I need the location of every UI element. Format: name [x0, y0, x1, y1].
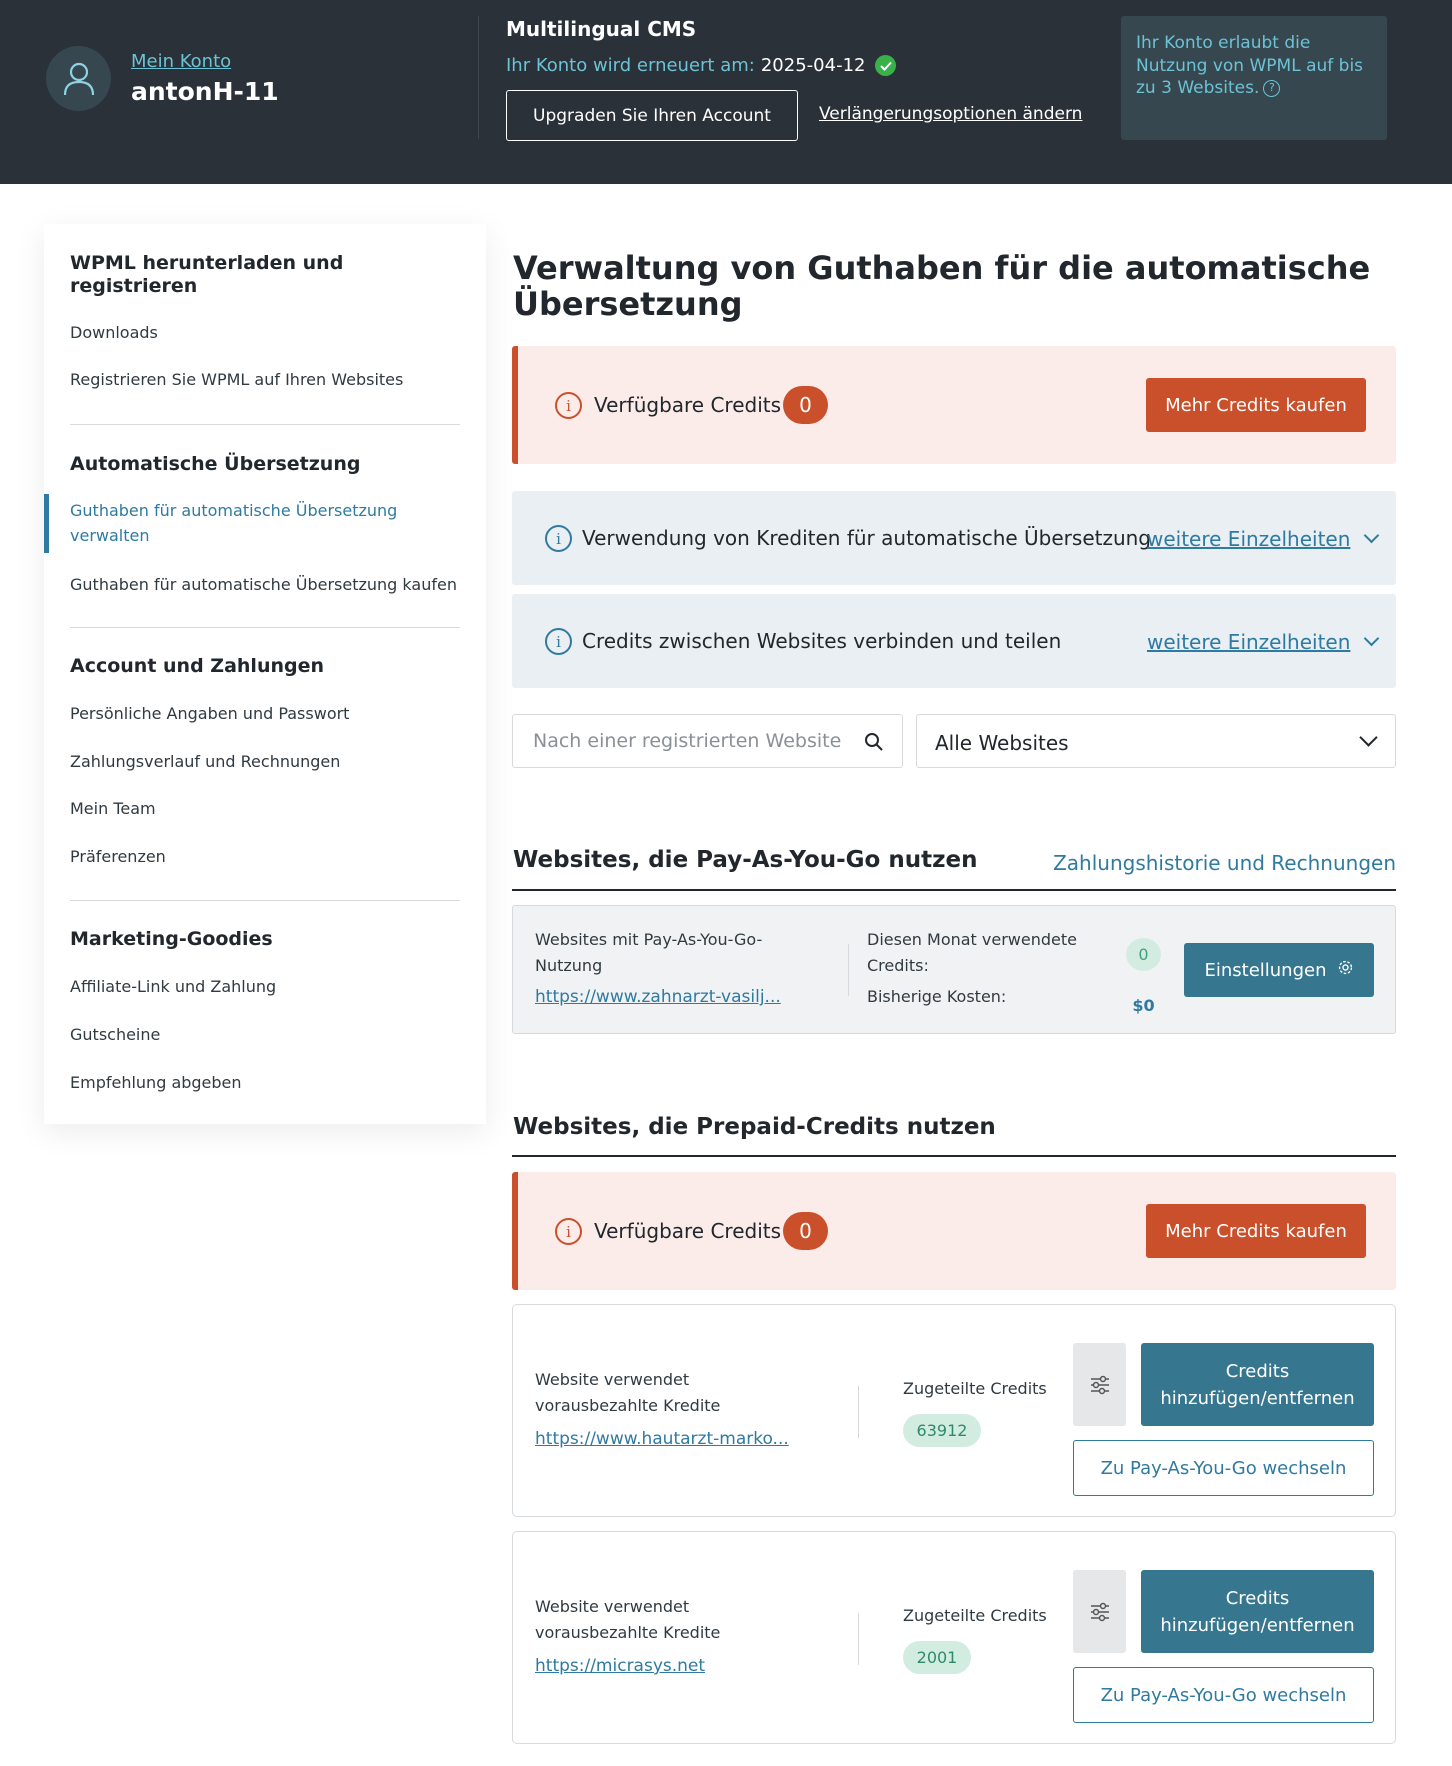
info-icon: i [545, 628, 572, 655]
settings-label[interactable]: Einstellungen [1204, 959, 1327, 981]
cost-label: Bisherige Kosten: [867, 987, 1007, 1006]
site-filter-select[interactable] [916, 714, 1396, 768]
available-credits-count: 0 [783, 1212, 828, 1250]
gear-icon[interactable] [1337, 959, 1354, 981]
payg-site-label: Websites mit Pay-As-You-Go-Nutzung [535, 930, 763, 975]
more-details-link[interactable] [1147, 630, 1377, 654]
account-limit-text: Ihr Konto erlaubt die Nutzung von WPML auf bis zu 3 Websites. [1136, 33, 1364, 98]
sliders-icon[interactable] [1073, 1343, 1126, 1426]
renewal-info [506, 55, 896, 76]
chevron-down-icon[interactable] [1359, 728, 1377, 746]
prepaid-credits-alert [512, 1172, 1396, 1290]
sidebar-heading-account: Account und Zahlungen [70, 655, 325, 677]
search-icon[interactable] [864, 732, 884, 756]
allocated-credits-value: 63912 [903, 1414, 981, 1447]
header-divider [478, 16, 479, 139]
renewal-date: 2025-04-12 [760, 55, 866, 76]
payg-site-url[interactable]: https://www.zahnarzt-vasilj... [535, 987, 781, 1007]
credits-sharing-info [512, 594, 1396, 688]
settings-button[interactable] [1184, 943, 1374, 997]
sidebar-item-downloads[interactable]: Downloads [70, 323, 158, 342]
sidebar-nav [44, 224, 486, 1124]
more-details-label[interactable]: weitere Einzelheiten [1147, 527, 1351, 551]
account-header [0, 0, 1452, 184]
info-icon: i [545, 525, 572, 552]
prepaid-site-card [512, 1531, 1396, 1744]
site-filter-value[interactable]: Alle Websites [935, 731, 1069, 755]
buy-more-credits-button[interactable]: Mehr Credits kaufen [1146, 1204, 1366, 1258]
available-credits-count: 0 [783, 386, 828, 424]
buy-more-credits-button[interactable]: Mehr Credits kaufen [1146, 378, 1366, 432]
user-avatar-icon [46, 46, 111, 111]
renewal-label: Ihr Konto wird erneuert am: [506, 55, 755, 76]
available-credits-alert [512, 346, 1396, 464]
help-icon[interactable]: ? [1263, 80, 1280, 97]
check-icon [875, 55, 896, 76]
sliders-icon[interactable] [1073, 1570, 1126, 1653]
switch-to-payg-button[interactable]: Zu Pay-As-You-Go wechseln [1073, 1667, 1374, 1723]
sidebar-item-preferences[interactable]: Präferenzen [70, 847, 166, 866]
allocated-credits-label: Zugeteilte Credits [903, 1379, 1047, 1398]
sidebar-item-coupons[interactable]: Gutscheine [70, 1025, 161, 1044]
prepaid-site-label: Website verwendet vorausbezahlte Kredite [535, 1597, 721, 1642]
add-remove-credits-button[interactable]: Credits hinzufügen/entfernen [1141, 1570, 1374, 1653]
available-credits-label: Verfügbare Credits [594, 393, 782, 417]
sidebar-item-recommend[interactable]: Empfehlung abgeben [70, 1073, 242, 1092]
add-remove-credits-button[interactable]: Credits hinzufügen/entfernen [1141, 1343, 1374, 1426]
card-divider [858, 1613, 859, 1665]
card-divider [858, 1386, 859, 1438]
sidebar-item-register[interactable]: Registrieren Sie WPML auf Ihren Websites [70, 370, 404, 389]
sidebar-heading-auto-translation: Automatische Übersetzung [70, 453, 361, 475]
sidebar-item-affiliate[interactable]: Affiliate-Link und Zahlung [70, 977, 277, 996]
sidebar-item-my-team[interactable]: Mein Team [70, 799, 156, 818]
switch-to-payg-button[interactable]: Zu Pay-As-You-Go wechseln [1073, 1440, 1374, 1496]
more-details-link[interactable] [1147, 527, 1377, 551]
info-text: Verwendung von Krediten für automatische Übersetzung [582, 526, 1152, 550]
section-rule [512, 889, 1396, 891]
sidebar-divider [70, 627, 460, 628]
my-account-link[interactable]: Mein Konto [131, 51, 232, 72]
upgrade-account-button[interactable]: Upgraden Sie Ihren Account [506, 90, 798, 141]
section-rule [512, 1155, 1396, 1157]
info-icon: i [555, 1218, 582, 1245]
card-divider [848, 944, 849, 996]
prepaid-site-card [512, 1304, 1396, 1517]
sidebar-heading-marketing: Marketing-Goodies [70, 928, 273, 950]
sidebar-item-manage-credits[interactable]: Guthaben für automatische Übersetzung verwalten [70, 501, 398, 545]
cost-value: $0 [1132, 996, 1155, 1015]
active-indicator [44, 494, 49, 553]
more-details-label[interactable]: weitere Einzelheiten [1147, 630, 1351, 654]
available-credits-label: Verfügbare Credits [594, 1219, 782, 1243]
sidebar-divider [70, 424, 460, 425]
sidebar-item-personal-details[interactable]: Persönliche Angaben und Passwort [70, 704, 350, 723]
payg-site-card [512, 905, 1396, 1034]
payment-history-link[interactable]: Zahlungshistorie und Rechnungen [1053, 851, 1396, 875]
product-title: Multilingual CMS [506, 17, 697, 41]
page-title: Verwaltung von Guthaben für die automatische Übersetzung [513, 249, 1371, 323]
payg-section-title: Websites, die Pay-As-You-Go nutzen [513, 847, 978, 873]
credits-usage-info [512, 491, 1396, 585]
prepaid-section-title: Websites, die Prepaid-Credits nutzen [513, 1114, 996, 1140]
info-text: Credits zwischen Websites verbinden und teilen [582, 629, 1062, 653]
prepaid-site-url[interactable]: https://micrasys.net [535, 1656, 706, 1676]
allocated-credits-label: Zugeteilte Credits [903, 1606, 1047, 1625]
month-credits-value: 0 [1126, 938, 1161, 971]
allocated-credits-value: 2001 [903, 1641, 971, 1674]
chevron-down-icon[interactable] [1364, 527, 1380, 543]
sidebar-item-buy-credits[interactable]: Guthaben für automatische Übersetzung kaufen [70, 575, 457, 594]
month-credits-label: Diesen Monat verwendete Credits: [867, 930, 1077, 975]
sidebar-divider [70, 900, 460, 901]
sidebar-item-payment-history[interactable]: Zahlungsverlauf und Rechnungen [70, 752, 341, 771]
prepaid-site-url[interactable]: https://www.hautarzt-marko... [535, 1429, 789, 1449]
info-icon: i [555, 392, 582, 419]
username: antonH-11 [131, 77, 279, 106]
search-input[interactable] [533, 727, 853, 755]
renewal-options-link[interactable]: Verlängerungsoptionen ändern [819, 104, 1083, 124]
site-search[interactable] [512, 714, 903, 768]
account-limit-info [1121, 16, 1387, 140]
sidebar-heading-download: WPML herunterladen und registrieren [70, 252, 344, 297]
prepaid-site-label: Website verwendet vorausbezahlte Kredite [535, 1370, 721, 1415]
chevron-down-icon[interactable] [1364, 630, 1380, 646]
